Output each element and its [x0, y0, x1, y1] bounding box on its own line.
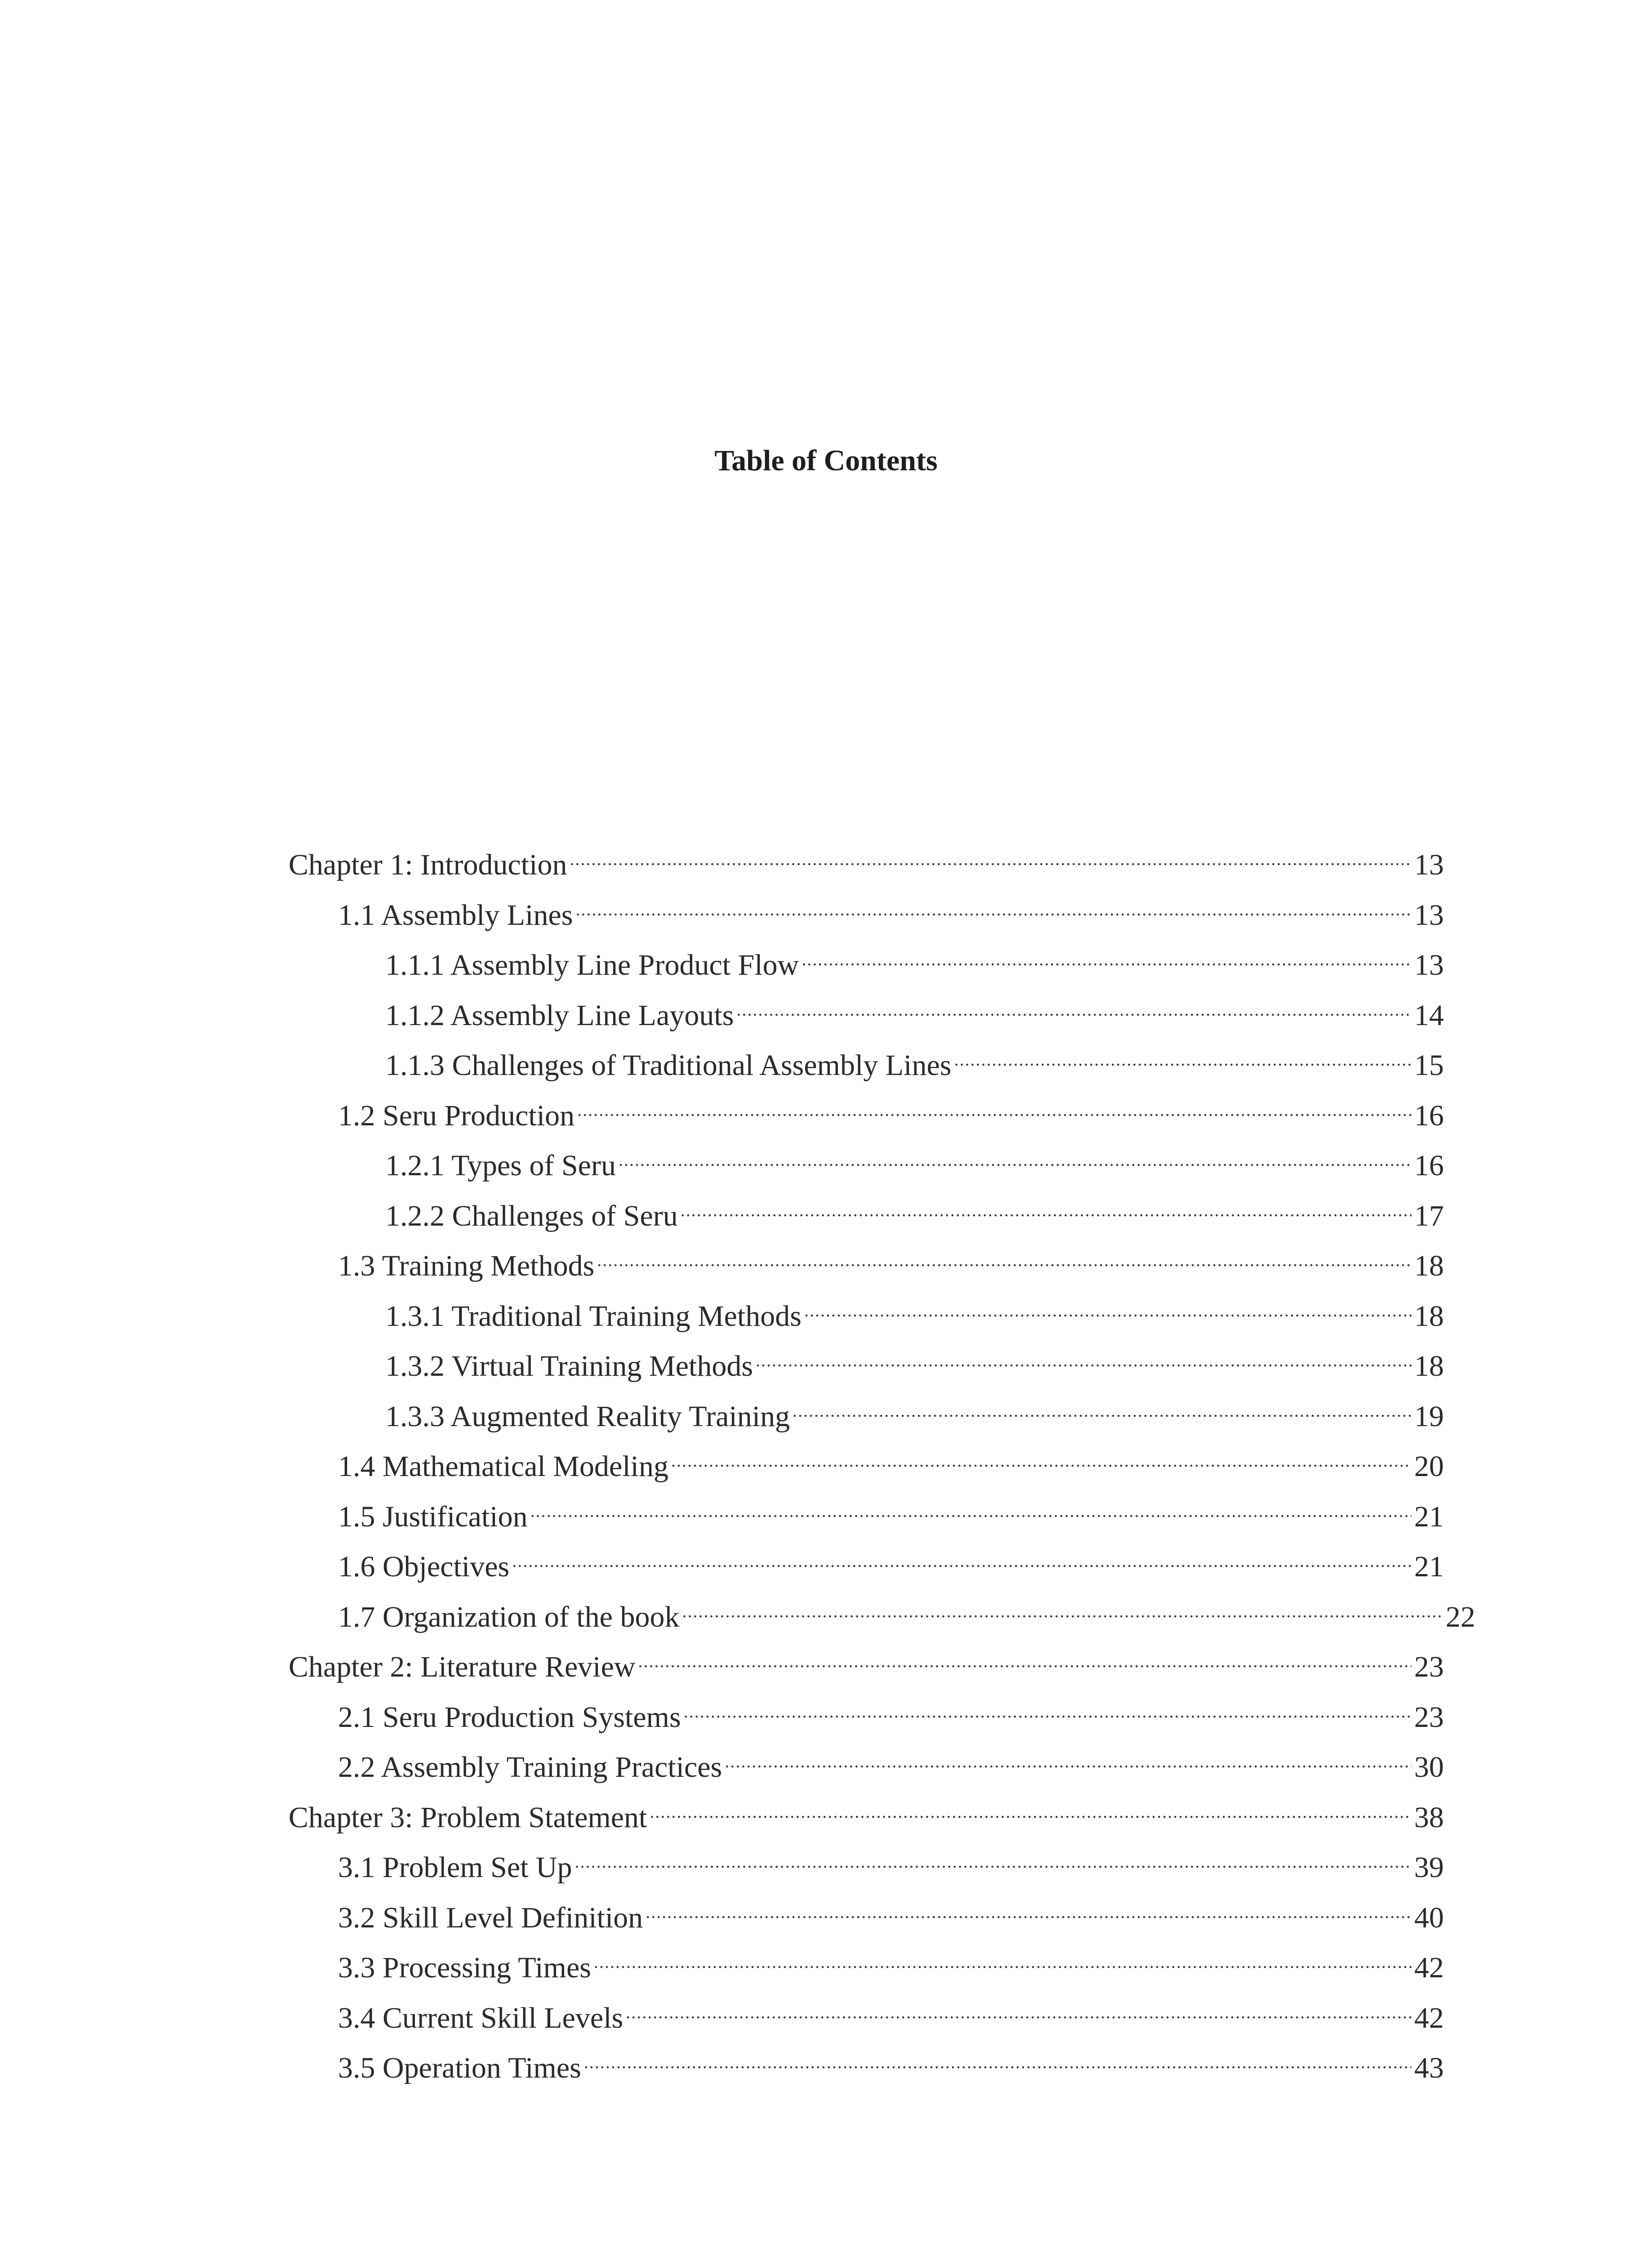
dot-leader — [530, 1490, 1412, 1526]
dot-leader — [756, 1340, 1412, 1376]
toc-entry-page-number: 15 — [1414, 1049, 1444, 1082]
toc-entry-page-number: 16 — [1414, 1099, 1444, 1132]
toc-section-entry[interactable] — [289, 1741, 1444, 1791]
dot-leader — [597, 1240, 1412, 1276]
toc-entry-page-number: 18 — [1414, 1249, 1444, 1282]
toc-chapter-entry[interactable] — [289, 1641, 1444, 1691]
toc-section-entry[interactable] — [289, 1841, 1444, 1891]
toc-entry-page-number: 22 — [1446, 1600, 1475, 1633]
toc-entry-title: 1.3.1 Traditional Training Methods — [385, 1299, 802, 1333]
dot-leader — [512, 1540, 1412, 1576]
dot-leader — [682, 1591, 1443, 1627]
toc-section-entry[interactable] — [289, 889, 1444, 939]
toc-entry-title: 1.6 Objectives — [338, 1550, 510, 1583]
toc-entry-title: Chapter 1: Introduction — [289, 848, 567, 881]
toc-entry-title: 1.1.3 Challenges of Traditional Assembly Lines — [385, 1049, 952, 1082]
toc-chapter-entry[interactable] — [289, 839, 1444, 889]
dot-leader — [736, 989, 1412, 1025]
toc-entry-title: 1.2.1 Types of Seru — [385, 1149, 616, 1182]
toc-section-entry[interactable] — [289, 2042, 1444, 2092]
toc-section-entry[interactable] — [289, 1992, 1444, 2042]
toc-entry-title: 1.3 Training Methods — [338, 1249, 595, 1282]
toc-entry-title: 1.1.1 Assembly Line Product Flow — [385, 949, 799, 981]
toc-entry-page-number: 42 — [1414, 1951, 1444, 1984]
toc-section-entry[interactable] — [289, 1089, 1444, 1140]
toc-section-entry[interactable] — [289, 1290, 1444, 1340]
dot-leader — [570, 839, 1412, 874]
toc-section-entry[interactable] — [289, 1440, 1444, 1490]
dot-leader — [619, 1139, 1412, 1175]
toc-entry-title: 1.7 Organization of the book — [338, 1600, 680, 1633]
dot-leader — [594, 1941, 1412, 1977]
toc-entry-title: 2.2 Assembly Training Practices — [338, 1751, 722, 1784]
toc-entry-title: 3.5 Operation Times — [338, 2052, 581, 2084]
toc-chapter-entry[interactable] — [289, 1791, 1444, 1842]
toc-entry-page-number: 38 — [1414, 1801, 1444, 1834]
toc-entry-page-number: 42 — [1414, 2001, 1444, 2034]
toc-entry-page-number: 17 — [1414, 1199, 1444, 1232]
toc-entry-title: 1.3.2 Virtual Training Methods — [385, 1350, 753, 1383]
toc-section-entry[interactable] — [289, 1340, 1444, 1390]
dot-leader — [793, 1390, 1412, 1426]
toc-entry-page-number: 18 — [1414, 1350, 1444, 1383]
toc-section-entry[interactable] — [289, 989, 1444, 1039]
toc-entry-title: 1.1.2 Assembly Line Layouts — [385, 999, 734, 1032]
toc-entry-title: 2.1 Seru Production Systems — [338, 1700, 681, 1734]
toc-section-entry[interactable] — [289, 1691, 1444, 1741]
toc-entry-title: 3.1 Problem Set Up — [338, 1851, 572, 1884]
toc-section-entry[interactable] — [289, 939, 1444, 989]
toc-section-entry[interactable] — [289, 1490, 1444, 1541]
toc-entry-page-number: 18 — [1414, 1299, 1444, 1333]
dot-leader — [681, 1190, 1412, 1226]
dot-leader — [584, 2042, 1412, 2078]
toc-section-entry[interactable] — [289, 1891, 1444, 1942]
page-title: Table of Contents — [714, 444, 938, 477]
toc-entry-page-number: 23 — [1414, 1650, 1444, 1683]
dot-leader — [638, 1641, 1412, 1677]
dot-leader — [577, 1089, 1412, 1125]
dot-leader — [646, 1891, 1412, 1927]
toc-section-entry[interactable] — [289, 1591, 1475, 1641]
dot-leader — [626, 1992, 1412, 2028]
toc-entry-page-number: 21 — [1414, 1500, 1444, 1533]
toc-section-entry[interactable] — [289, 1390, 1444, 1441]
dot-leader — [802, 939, 1412, 975]
toc-entry-page-number: 13 — [1414, 898, 1444, 932]
dot-leader — [650, 1791, 1412, 1827]
toc-entry-title: 1.5 Justification — [338, 1500, 528, 1533]
dot-leader — [684, 1691, 1412, 1727]
toc-entry-title: 1.2 Seru Production — [338, 1099, 575, 1132]
toc-section-entry[interactable] — [289, 1941, 1444, 1992]
toc-entry-title: 3.3 Processing Times — [338, 1951, 591, 1984]
toc-entry-page-number: 39 — [1414, 1851, 1444, 1884]
toc-entry-page-number: 16 — [1414, 1149, 1444, 1182]
toc-entry-page-number: 20 — [1414, 1450, 1444, 1483]
dot-leader — [954, 1039, 1412, 1075]
toc-entry-page-number: 30 — [1414, 1751, 1444, 1784]
toc-entry-title: Chapter 3: Problem Statement — [289, 1801, 647, 1834]
toc-entry-title: 1.1 Assembly Lines — [338, 898, 573, 932]
toc-section-entry[interactable] — [289, 1039, 1444, 1089]
dot-leader — [804, 1290, 1412, 1326]
toc-entry-page-number: 14 — [1414, 999, 1444, 1032]
dot-leader — [575, 1841, 1412, 1877]
toc-entry-title: 3.2 Skill Level Definition — [338, 1901, 643, 1934]
toc-entry-page-number: 13 — [1414, 949, 1444, 981]
table-of-contents — [289, 839, 1475, 2092]
toc-entry-title: 3.4 Current Skill Levels — [338, 2001, 623, 2034]
toc-entry-title: 1.3.3 Augmented Reality Training — [385, 1400, 790, 1433]
toc-section-entry[interactable] — [289, 1190, 1444, 1240]
toc-entry-title: Chapter 2: Literature Review — [289, 1650, 636, 1683]
toc-entry-page-number: 19 — [1414, 1400, 1444, 1433]
toc-entry-page-number: 43 — [1414, 2052, 1444, 2084]
toc-entry-page-number: 23 — [1414, 1700, 1444, 1734]
toc-section-entry[interactable] — [289, 1540, 1444, 1591]
toc-section-entry[interactable] — [289, 1240, 1444, 1290]
toc-entry-title: 1.2.2 Challenges of Seru — [385, 1199, 678, 1232]
dot-leader — [671, 1440, 1412, 1476]
toc-entry-page-number: 13 — [1414, 848, 1444, 881]
dot-leader — [725, 1741, 1412, 1777]
toc-section-entry[interactable] — [289, 1139, 1444, 1190]
dot-leader — [576, 889, 1412, 925]
toc-entry-page-number: 21 — [1414, 1550, 1444, 1583]
toc-entry-title: 1.4 Mathematical Modeling — [338, 1450, 668, 1483]
toc-entry-page-number: 40 — [1414, 1901, 1444, 1934]
